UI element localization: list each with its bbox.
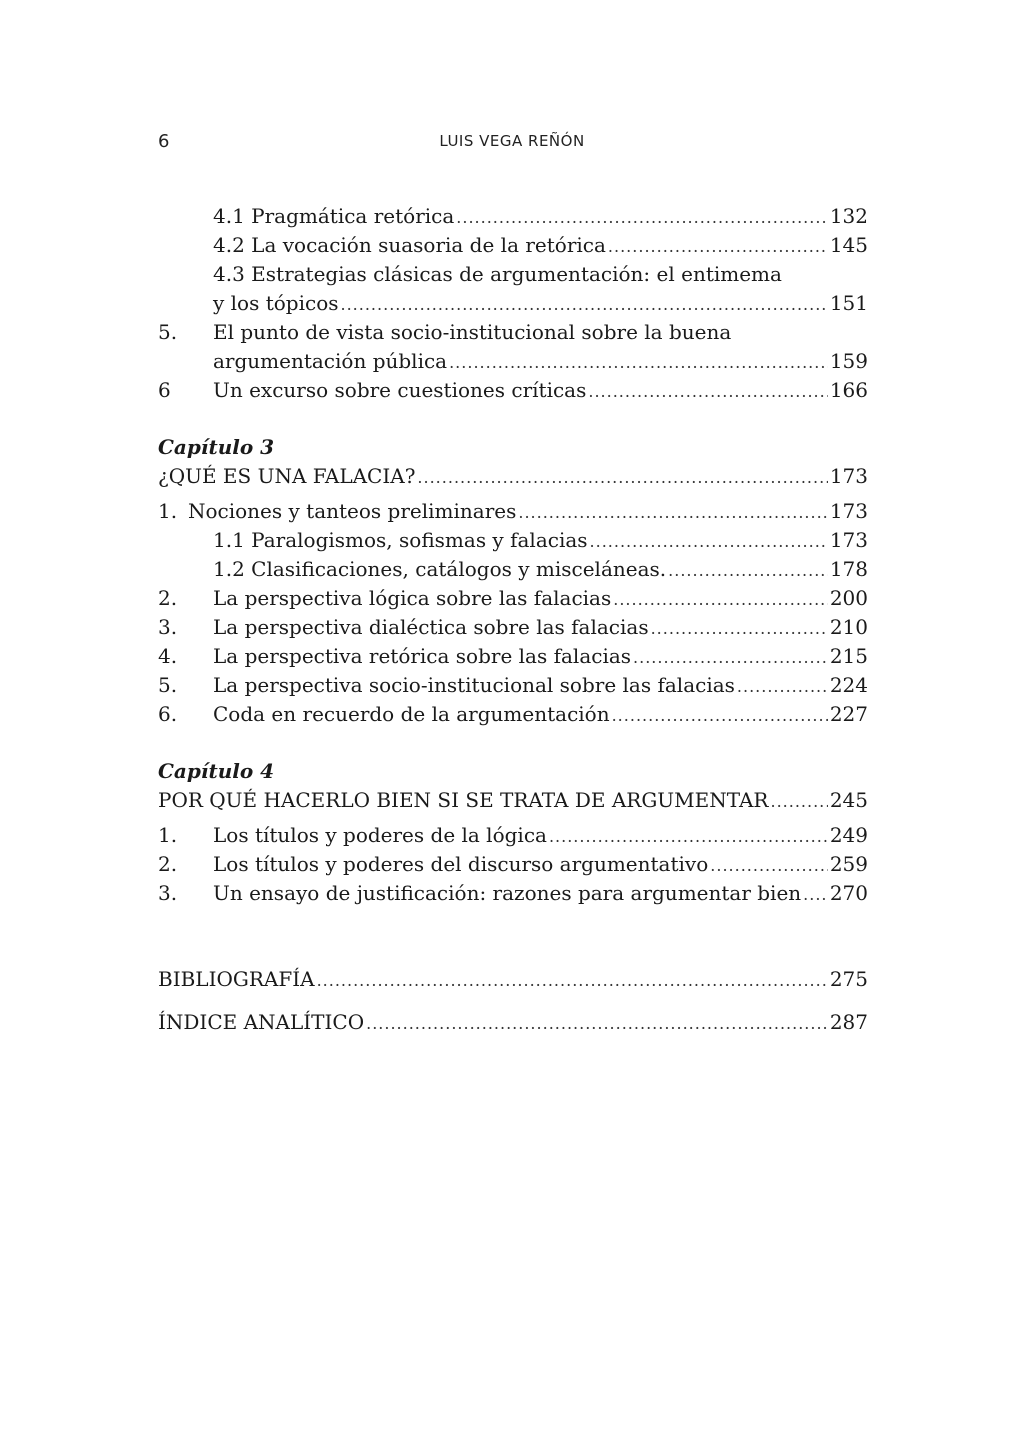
chapter-4-label: Capítulo 4 (158, 759, 275, 783)
toc-entry-title: BIBLIOGRAFÍA (158, 967, 315, 991)
leader-dots (518, 498, 827, 527)
toc-entry-title: La perspectiva socio-institucional sobre las falacias (213, 673, 735, 697)
toc-entry-page: 200 (829, 586, 868, 610)
toc-entry-title: Coda en recuerdo de la argumentación (213, 702, 610, 726)
toc-entry-title: La perspectiva lógica sobre las falacias (213, 586, 612, 610)
toc-entry-page: 145 (829, 233, 868, 257)
toc-entry-page: 159 (829, 349, 868, 373)
toc-entry-number: 2. (158, 852, 178, 876)
toc-entry-title: Los títulos y poderes de la lógica (213, 823, 547, 847)
toc-entry-title: La perspectiva retórica sobre las falacias (213, 644, 632, 668)
leader-dots (651, 614, 828, 643)
page-number: 6 (158, 131, 170, 152)
toc-entry[interactable] (158, 879, 868, 908)
toc-entry-title: 4.3 Estrategias clásicas de argumentación: el entimema (213, 262, 782, 286)
toc-entry-title: argumentación pública (213, 349, 448, 373)
toc-entry-bibliography[interactable] (158, 965, 868, 994)
toc-entry-title: 4.1 Pragmática retórica (213, 204, 455, 228)
toc-entry-page: 173 (829, 528, 868, 552)
toc-entry-title: y los tópicos (213, 291, 339, 315)
toc-entry-number: 4. (158, 644, 178, 668)
toc-entry-page: 270 (829, 881, 868, 905)
leader-dots (341, 290, 828, 319)
toc-entry[interactable] (158, 526, 868, 555)
toc-entry-continuation[interactable] (158, 347, 868, 376)
toc-entry-title: La perspectiva dialéctica sobre las falacias (213, 615, 649, 639)
toc-entry[interactable] (158, 613, 868, 642)
leader-dots (612, 701, 828, 730)
chapter-3-title-entry[interactable] (158, 462, 868, 491)
toc-entry-number: 2. (158, 586, 178, 610)
toc-entry-title: El punto de vista socio-institucional sobre la buena (213, 320, 732, 344)
toc-entry-number: 5. (158, 320, 178, 344)
toc-entry-number: 3. (158, 615, 178, 639)
leader-dots (317, 966, 828, 995)
toc-entry-number: 1. (158, 499, 178, 523)
toc-entry-page: 210 (829, 615, 868, 639)
toc-entry-page: 249 (829, 823, 868, 847)
toc-entry-page: 245 (829, 788, 868, 812)
toc-entry-number: 6. (158, 702, 178, 726)
toc-entry[interactable] (158, 700, 868, 729)
leader-dots (449, 348, 828, 377)
toc-entry-page: 173 (829, 464, 868, 488)
toc-entry[interactable] (158, 318, 868, 347)
leader-dots (668, 556, 828, 585)
toc-entry-number: 6 (158, 378, 171, 402)
toc-entry-title: Un excurso sobre cuestiones críticas (213, 378, 587, 402)
leader-dots (608, 232, 828, 261)
toc-entry[interactable] (158, 231, 868, 260)
leader-dots (588, 377, 827, 406)
toc-entry[interactable] (158, 671, 868, 700)
toc-entry-page: 215 (829, 644, 868, 668)
toc-entry-title: Los títulos y poderes del discurso argumentativo (213, 852, 709, 876)
toc-entry-title: Nociones y tanteos preliminares (188, 499, 517, 523)
chapter-title: ¿QUÉ ES UNA FALACIA? (158, 464, 416, 488)
leader-dots (590, 527, 828, 556)
leader-dots (549, 822, 828, 851)
toc-entry[interactable] (158, 555, 868, 584)
leader-dots (737, 672, 828, 701)
toc-entry[interactable] (158, 850, 868, 879)
toc-entry[interactable] (158, 497, 868, 526)
toc-entry-title: 1.2 Clasificaciones, catálogos y misceláneas. (213, 557, 667, 581)
toc-entry-number: 3. (158, 881, 178, 905)
leader-dots (710, 851, 828, 880)
toc-entry-page: 227 (829, 702, 868, 726)
toc-entry[interactable] (158, 584, 868, 613)
toc-entry-page: 224 (829, 673, 868, 697)
leader-dots (613, 585, 828, 614)
toc-entry-page: 259 (829, 852, 868, 876)
toc-entry-title: 4.2 La vocación suasoria de la retórica (213, 233, 606, 257)
running-head-author: LUIS VEGA REÑÓN (439, 132, 585, 150)
toc-entry-number: 1. (158, 823, 178, 847)
toc-entry-page: 166 (829, 378, 868, 402)
leader-dots (417, 463, 827, 492)
toc-entry[interactable] (158, 202, 868, 231)
toc-entry-page: 132 (829, 204, 868, 228)
leader-dots (633, 643, 828, 672)
toc-entry-page: 287 (829, 1010, 868, 1034)
chapter-3-label: Capítulo 3 (158, 435, 275, 459)
toc-entry-index[interactable] (158, 1008, 868, 1037)
toc-entry[interactable] (158, 260, 868, 289)
leader-dots (456, 203, 828, 232)
chapter-4-title-entry[interactable] (158, 786, 868, 815)
toc-entry-page: 151 (829, 291, 868, 315)
leader-dots (803, 880, 828, 909)
toc-entry-page: 275 (829, 967, 868, 991)
toc-entry[interactable] (158, 821, 868, 850)
toc-entry-continuation[interactable] (158, 289, 868, 318)
toc-entry-title: ÍNDICE ANALÍTICO (158, 1010, 365, 1034)
toc-entry[interactable] (158, 642, 868, 671)
toc-entry-title: Un ensayo de justificación: razones para argumentar bien (213, 881, 802, 905)
toc-entry-page: 178 (829, 557, 868, 581)
toc-entry-page: 173 (829, 499, 868, 523)
toc-entry-title: 1.1 Paralogismos, sofismas y falacias (213, 528, 588, 552)
toc-entry[interactable] (158, 376, 868, 405)
leader-dots (770, 787, 827, 816)
chapter-title: POR QUÉ HACERLO BIEN SI SE TRATA DE ARGUMENTAR (158, 788, 769, 812)
leader-dots (366, 1009, 828, 1038)
toc-entry-number: 5. (158, 673, 178, 697)
